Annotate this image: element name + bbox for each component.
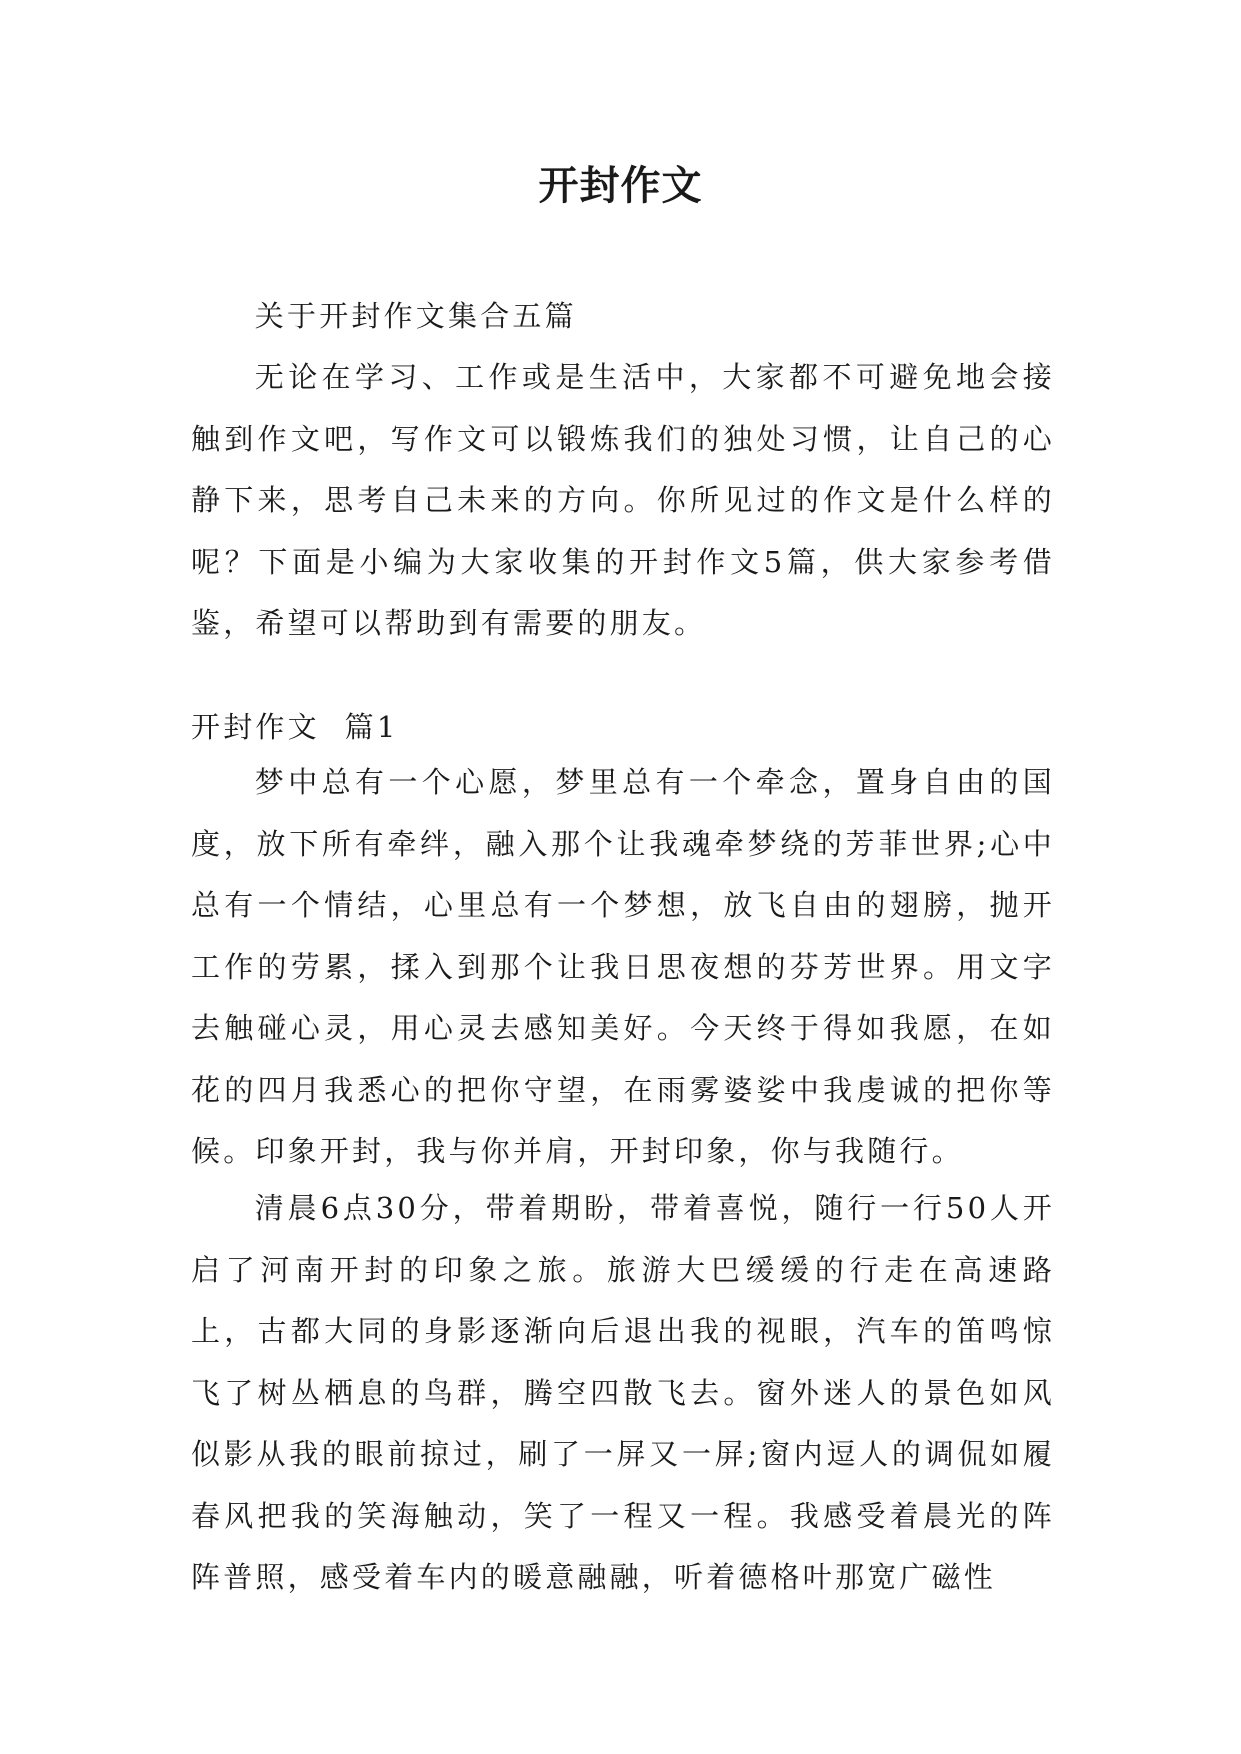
body-paragraph: 梦中总有一个心愿，梦里总有一个牵念，置身自由的国度，放下所有牵绊，融入那个让我魂牵梦绕的芳菲世界;心中总有一个情结，心里总有一个梦想，放飞自由的翅膀，抛开工作的劳累，揉入到那个让我日思夜想的芬芳世界。用文字去触碰心灵，用心灵去感知美好。今天终于得如我愿，在如花的四月我悉心的把你守望，在雨雾婆娑中我虔诚的把你等候。印象开封，我与你并肩，开封印象，你与我随行。 xyxy=(191,765,1055,1168)
section-heading: 开封作文 篇1 xyxy=(191,710,399,744)
document-title: 开封作文 xyxy=(538,163,703,209)
body-paragraph: 清晨6点30分，带着期盼，带着喜悦，随行一行50人开启了河南开封的印象之旅。旅游大巴缓缓的行走在高速路上，古都大同的身影逐渐向后退出我的视眼，汽车的笛鸣惊飞了树丛栖息的鸟群，腾空四散飞去。窗外迷人的景色如风似影从我的眼前掠过，刷了一屏又一屏;窗内逗人的调侃如履春风把我的笑海触动，笑了一程又一程。我感受着晨光的阵阵普照，感受着车内的暖意融融，听着德格叶那宽广磁性 xyxy=(191,1191,1055,1594)
intro-paragraph: 无论在学习、工作或是生活中，大家都不可避免地会接触到作文吧，写作文可以锻炼我们的独处习惯，让自己的心静下来，思考自己未来的方向。你所见过的作文是什么样的呢？下面是小编为大家收集的开封作文5篇，供大家参考借鉴，希望可以帮助到有需要的朋友。 xyxy=(191,360,1055,640)
document-subtitle: 关于开封作文集合五篇 xyxy=(254,299,577,333)
